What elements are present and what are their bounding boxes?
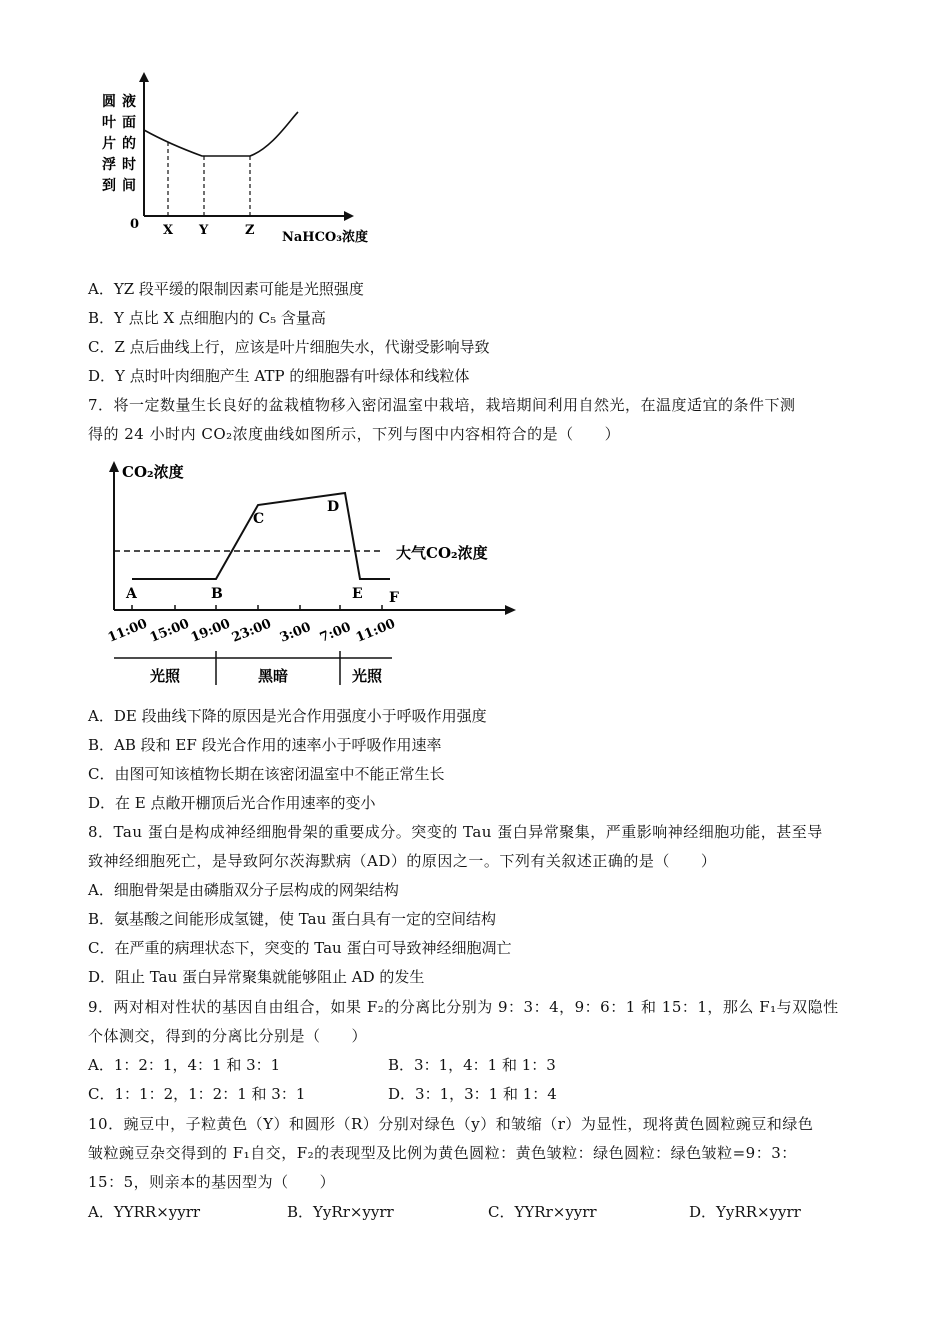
co2-y-axis-arrow <box>109 461 119 472</box>
q7-stem-line1: 7．将一定数量生长良好的盆栽植物移入密闭温室中栽培，栽培期间利用自然光，在温度适宜的条件下测 <box>88 396 796 414</box>
q8-option-d: D．阻止 Tau 蛋白异常聚集就能够阻止 AD 的发生 <box>88 968 425 986</box>
time-6: 11:00 <box>353 616 398 646</box>
tick-x: X <box>163 223 174 238</box>
q10-option-d: D．YyRR×yyrr <box>689 1203 801 1221</box>
q9-stem-line1: 9．两对相对性状的基因自由组合，如果 F₂的分离比分别为 9：3：4，9：6：1 和 15：1，那么 F₁与双隐性 <box>88 998 839 1016</box>
ylabel-col1-1: 叶 <box>102 115 116 131</box>
q7-option-a: A．DE 段曲线下降的原因是光合作用强度小于呼吸作用强度 <box>88 707 487 725</box>
co2-y-label: CO₂浓度 <box>122 463 184 481</box>
co2-curve <box>132 493 390 579</box>
ylabel-col1-3: 浮 <box>102 157 116 173</box>
q6-option-d: D．Y 点时叶肉细胞产生 ATP 的细胞器有叶绿体和线粒体 <box>88 367 470 385</box>
x-axis-arrow <box>344 211 354 221</box>
q7-option-b: B．AB 段和 EF 段光合作用的速率小于呼吸作用速率 <box>88 736 442 754</box>
tick-z: Z <box>245 223 255 238</box>
q8-stem-line1: 8．Tau 蛋白是构成神经细胞骨架的重要成分。突变的 Tau 蛋白异常聚集，严重影响神经细胞功能，甚至导 <box>88 823 823 841</box>
point-b: B <box>211 586 223 602</box>
figure-co2-chart <box>100 455 520 690</box>
q10-stem-line2: 皱粒豌豆杂交得到的 F₁自交，F₂的表现型及比例为黄色圆粒：黄色皱粒：绿色圆粒：绿色皱粒=9：3： <box>88 1144 797 1162</box>
q10-stem-line1: 10．豌豆中，子粒黄色（Y）和圆形（R）分别对绿色（y）和皱缩（r）为显性，现将黄色圆粒豌豆和绿色 <box>88 1115 814 1133</box>
ylabel-col1-2: 片 <box>102 136 116 152</box>
point-f: F <box>389 590 399 606</box>
time-3: 23:00 <box>229 616 274 646</box>
period-light-1: 光照 <box>150 667 181 685</box>
ylabel-col2-2: 的 <box>122 136 136 152</box>
atmos-co2-label: 大气CO₂浓度 <box>396 544 488 562</box>
time-5: 7:00 <box>317 619 354 646</box>
point-c: C <box>253 511 265 527</box>
time-1: 15:00 <box>147 616 192 646</box>
q8-stem-line2: 致神经细胞死亡，是导致阿尔茨海默病（AD）的原因之一。下列有关叙述正确的是（ ） <box>88 852 717 870</box>
q9-option-a: A．1：2：1，4：1 和 3：1 <box>88 1056 281 1074</box>
point-e: E <box>352 586 363 602</box>
q6-option-b: B．Y 点比 X 点细胞内的 C₅ 含量高 <box>88 309 326 327</box>
y-axis-arrow <box>139 72 149 82</box>
point-a: A <box>126 586 137 602</box>
point-d: D <box>327 499 340 515</box>
q7-stem-line2: 得的 24 小时内 CO₂浓度曲线如图所示，下列与图中内容相符合的是（ ） <box>88 425 621 443</box>
q6-option-a: A．YZ 段平缓的限制因素可能是光照强度 <box>88 280 364 298</box>
x-axis-label: NaHCO₃浓度 <box>282 230 368 245</box>
q9-option-d: D．3：1，3：1 和 1：4 <box>388 1085 557 1103</box>
q10-option-a: A．YYRR×yyrr <box>88 1203 201 1221</box>
co2-x-axis-arrow <box>505 605 516 615</box>
ylabel-col2-4: 间 <box>122 178 136 194</box>
time-0: 11:00 <box>105 616 150 646</box>
q6-option-c: C．Z 点后曲线上行，应该是叶片细胞失水，代谢受影响导致 <box>88 338 490 356</box>
q7-option-c: C．由图可知该植物长期在该密闭温室中不能正常生长 <box>88 765 445 783</box>
q8-option-a: A．细胞骨架是由磷脂双分子层构成的网架结构 <box>88 881 399 899</box>
leaf-floating-chart-svg <box>92 70 382 255</box>
origin-label: 0 <box>130 217 140 232</box>
q9-stem-line2: 个体测交，得到的分离比分别是（ ） <box>88 1027 368 1045</box>
q10-stem-line3: 15：5，则亲本的基因型为（ ） <box>88 1173 336 1191</box>
ylabel-col2-3: 时 <box>122 157 136 173</box>
period-dark: 黑暗 <box>258 667 289 685</box>
q10-option-b: B．YyRr×yyrr <box>287 1203 394 1221</box>
q8-option-b: B．氨基酸之间能形成氢键，使 Tau 蛋白具有一定的空间结构 <box>88 910 497 928</box>
q9-option-b: B．3：1，4：1 和 1：3 <box>388 1056 556 1074</box>
time-4: 3:00 <box>277 619 314 646</box>
co2-chart-svg <box>100 455 520 690</box>
tick-y: Y <box>199 223 209 238</box>
q8-option-c: C．在严重的病理状态下，突变的 Tau 蛋白可导致神经细胞凋亡 <box>88 939 512 957</box>
period-light-2: 光照 <box>352 667 383 685</box>
q9-option-c: C．1：1：2，1：2：1 和 3：1 <box>88 1085 306 1103</box>
ylabel-col1-4: 到 <box>102 178 116 194</box>
q7-option-d: D．在 E 点敞开棚顶后光合作用速率的变小 <box>88 794 376 812</box>
figure-leaf-floating-chart <box>92 70 382 255</box>
ylabel-col2-1: 面 <box>122 115 136 131</box>
time-2: 19:00 <box>188 616 233 646</box>
ylabel-col1-0: 圆 <box>102 94 116 110</box>
ylabel-col2-0: 液 <box>122 94 136 110</box>
q10-option-c: C．YYRr×yyrr <box>488 1203 597 1221</box>
curve <box>144 112 298 156</box>
